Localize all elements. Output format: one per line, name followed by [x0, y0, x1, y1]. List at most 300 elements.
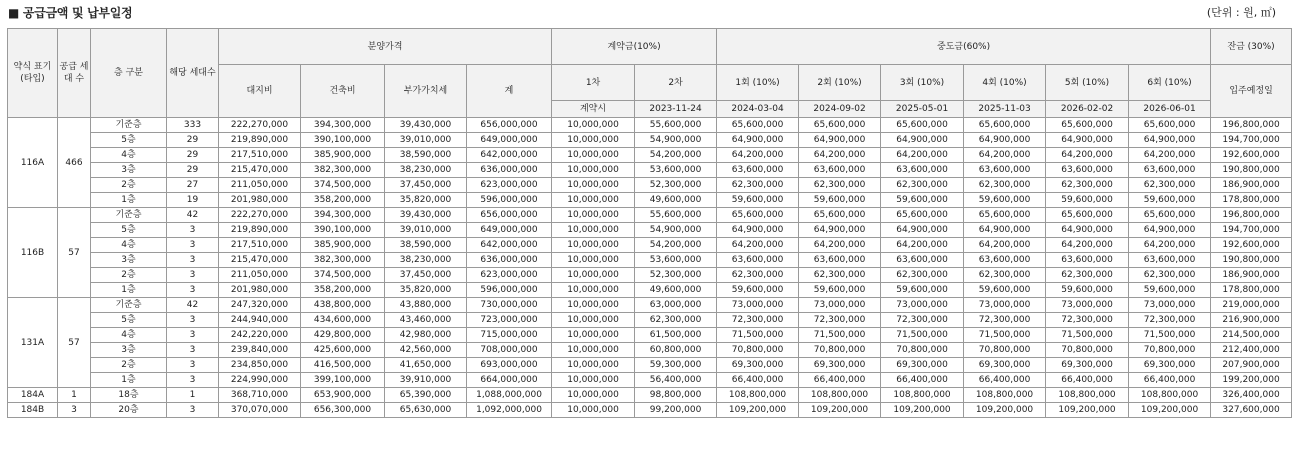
table-cell: 222,270,000	[219, 118, 301, 133]
table-cell: 623,000,000	[467, 268, 552, 283]
header-mid-4: 4회 (10%)	[964, 65, 1046, 101]
table-cell: 72,300,000	[1129, 313, 1211, 328]
table-cell: 10,000,000	[552, 268, 635, 283]
table-cell: 64,900,000	[964, 223, 1046, 238]
type-cell: 116B	[8, 208, 58, 298]
header-mid-5-date: 2026-02-02	[1046, 101, 1129, 118]
table-cell: 10,000,000	[552, 163, 635, 178]
table-cell: 63,600,000	[1129, 163, 1211, 178]
table-cell: 3	[167, 238, 219, 253]
header-dep1-date: 계약시	[552, 101, 635, 118]
table-cell: 596,000,000	[467, 193, 552, 208]
table-cell: 215,470,000	[219, 163, 301, 178]
table-row	[8, 148, 1292, 163]
table-cell: 64,200,000	[1129, 238, 1211, 253]
table-cell: 38,590,000	[385, 148, 467, 163]
table-cell: 3층	[91, 343, 167, 358]
table-row	[8, 208, 1292, 223]
supply-units-cell: 466	[58, 118, 91, 208]
table-row	[8, 178, 1292, 193]
table-cell: 194,700,000	[1211, 223, 1292, 238]
table-row	[8, 133, 1292, 148]
header-mid-4-date: 2025-11-03	[964, 101, 1046, 118]
table-cell: 196,800,000	[1211, 208, 1292, 223]
table-cell: 199,200,000	[1211, 373, 1292, 388]
table-cell: 10,000,000	[552, 253, 635, 268]
table-cell: 109,200,000	[799, 403, 881, 418]
table-row	[8, 358, 1292, 373]
table-cell: 3	[167, 283, 219, 298]
table-cell: 1,092,000,000	[467, 403, 552, 418]
table-cell: 59,600,000	[1046, 193, 1129, 208]
table-cell: 39,910,000	[385, 373, 467, 388]
header-units: 해당 세대수	[167, 29, 219, 118]
table-cell: 64,900,000	[1129, 223, 1211, 238]
table-cell: 54,900,000	[635, 133, 717, 148]
table-cell: 425,600,000	[301, 343, 385, 358]
table-cell: 10,000,000	[552, 208, 635, 223]
table-cell: 3층	[91, 163, 167, 178]
table-cell: 394,300,000	[301, 118, 385, 133]
table-cell: 62,300,000	[1046, 268, 1129, 283]
table-cell: 623,000,000	[467, 178, 552, 193]
table-cell: 64,900,000	[964, 133, 1046, 148]
table-cell: 656,000,000	[467, 208, 552, 223]
table-cell: 59,600,000	[799, 283, 881, 298]
table-row	[8, 193, 1292, 208]
table-cell: 72,300,000	[1046, 313, 1129, 328]
table-cell: 214,500,000	[1211, 328, 1292, 343]
header-middle-payment: 중도금(60%)	[717, 29, 1211, 65]
table-cell: 55,600,000	[635, 208, 717, 223]
supply-units-cell: 57	[58, 298, 91, 388]
header-vat: 부가가치세	[385, 65, 467, 118]
table-cell: 3	[167, 328, 219, 343]
table-cell: 73,000,000	[1129, 298, 1211, 313]
table-cell: 27	[167, 178, 219, 193]
table-cell: 108,800,000	[717, 388, 799, 403]
table-cell: 3	[167, 358, 219, 373]
table-cell: 108,800,000	[799, 388, 881, 403]
table-cell: 73,000,000	[799, 298, 881, 313]
table-cell: 2층	[91, 358, 167, 373]
table-cell: 333	[167, 118, 219, 133]
table-cell: 3	[167, 313, 219, 328]
table-cell: 1	[167, 388, 219, 403]
table-cell: 109,200,000	[1129, 403, 1211, 418]
table-cell: 201,980,000	[219, 193, 301, 208]
table-cell: 53,600,000	[635, 253, 717, 268]
table-cell: 70,800,000	[1129, 343, 1211, 358]
type-cell: 131A	[8, 298, 58, 388]
table-cell: 65,600,000	[1129, 208, 1211, 223]
table-cell: 29	[167, 148, 219, 163]
table-row	[8, 118, 1292, 133]
table-cell: 37,450,000	[385, 178, 467, 193]
table-cell: 38,230,000	[385, 253, 467, 268]
table-row	[8, 403, 1292, 418]
table-cell: 190,800,000	[1211, 163, 1292, 178]
table-cell: 73,000,000	[881, 298, 964, 313]
table-cell: 327,600,000	[1211, 403, 1292, 418]
table-cell: 3층	[91, 253, 167, 268]
table-cell: 5층	[91, 133, 167, 148]
header-deposit: 계약금(10%)	[552, 29, 717, 65]
header-mid-3: 3회 (10%)	[881, 65, 964, 101]
table-cell: 43,460,000	[385, 313, 467, 328]
table-cell: 219,890,000	[219, 223, 301, 238]
table-cell: 59,600,000	[717, 193, 799, 208]
table-row	[8, 343, 1292, 358]
table-cell: 65,600,000	[799, 118, 881, 133]
table-cell: 62,300,000	[799, 268, 881, 283]
table-cell: 59,600,000	[964, 283, 1046, 298]
table-cell: 59,600,000	[717, 283, 799, 298]
table-cell: 656,300,000	[301, 403, 385, 418]
table-cell: 69,300,000	[799, 358, 881, 373]
table-cell: 3	[167, 403, 219, 418]
table-cell: 60,800,000	[635, 343, 717, 358]
table-row	[8, 238, 1292, 253]
table-cell: 656,000,000	[467, 118, 552, 133]
table-cell: 39,010,000	[385, 223, 467, 238]
table-cell: 10,000,000	[552, 133, 635, 148]
table-cell: 69,300,000	[881, 358, 964, 373]
supply-units-cell: 1	[58, 388, 91, 403]
table-cell: 1층	[91, 283, 167, 298]
header-mid-5: 5회 (10%)	[1046, 65, 1129, 101]
header-mid-6-date: 2026-06-01	[1129, 101, 1211, 118]
table-cell: 62,300,000	[799, 178, 881, 193]
table-cell: 73,000,000	[1046, 298, 1129, 313]
header-supply-units: 공급 세대 수	[58, 29, 91, 118]
table-cell: 3	[167, 223, 219, 238]
table-cell: 664,000,000	[467, 373, 552, 388]
table-cell: 10,000,000	[552, 193, 635, 208]
table-cell: 390,100,000	[301, 223, 385, 238]
table-cell: 65,390,000	[385, 388, 467, 403]
table-cell: 374,500,000	[301, 178, 385, 193]
type-cell: 184B	[8, 403, 58, 418]
table-cell: 73,000,000	[717, 298, 799, 313]
table-cell: 62,300,000	[1046, 178, 1129, 193]
type-cell: 116A	[8, 118, 58, 208]
table-cell: 70,800,000	[799, 343, 881, 358]
table-cell: 29	[167, 133, 219, 148]
table-cell: 기준층	[91, 298, 167, 313]
table-cell: 358,200,000	[301, 283, 385, 298]
table-cell: 49,600,000	[635, 193, 717, 208]
table-cell: 기준층	[91, 118, 167, 133]
table-cell: 192,600,000	[1211, 238, 1292, 253]
table-cell: 636,000,000	[467, 163, 552, 178]
table-cell: 38,590,000	[385, 238, 467, 253]
table-cell: 178,800,000	[1211, 193, 1292, 208]
table-cell: 5층	[91, 223, 167, 238]
table-cell: 35,820,000	[385, 193, 467, 208]
table-cell: 434,600,000	[301, 313, 385, 328]
header-mid-3-date: 2025-05-01	[881, 101, 964, 118]
table-cell: 65,600,000	[717, 208, 799, 223]
table-cell: 72,300,000	[881, 313, 964, 328]
table-cell: 42	[167, 208, 219, 223]
table-cell: 35,820,000	[385, 283, 467, 298]
table-cell: 64,200,000	[1129, 148, 1211, 163]
table-cell: 59,600,000	[964, 193, 1046, 208]
table-cell: 99,200,000	[635, 403, 717, 418]
table-cell: 49,600,000	[635, 283, 717, 298]
table-cell: 64,900,000	[1046, 223, 1129, 238]
header-dep2: 2차	[635, 65, 717, 101]
table-cell: 62,300,000	[717, 268, 799, 283]
table-cell: 207,900,000	[1211, 358, 1292, 373]
table-cell: 39,010,000	[385, 133, 467, 148]
page-title: ■ 공급금액 및 납부일정	[8, 6, 133, 20]
table-cell: 70,800,000	[717, 343, 799, 358]
table-cell: 2층	[91, 268, 167, 283]
table-cell: 3	[167, 343, 219, 358]
table-cell: 39,430,000	[385, 208, 467, 223]
table-cell: 63,600,000	[964, 163, 1046, 178]
table-cell: 56,400,000	[635, 373, 717, 388]
table-cell: 234,850,000	[219, 358, 301, 373]
table-cell: 65,600,000	[964, 208, 1046, 223]
table-cell: 596,000,000	[467, 283, 552, 298]
table-cell: 642,000,000	[467, 238, 552, 253]
table-cell: 64,200,000	[1046, 238, 1129, 253]
table-cell: 385,900,000	[301, 148, 385, 163]
table-cell: 기준층	[91, 208, 167, 223]
header-balance-date: 입주예정일	[1211, 65, 1292, 118]
table-cell: 1층	[91, 193, 167, 208]
table-cell: 374,500,000	[301, 268, 385, 283]
table-cell: 63,600,000	[799, 253, 881, 268]
table-cell: 71,500,000	[1129, 328, 1211, 343]
table-cell: 2층	[91, 178, 167, 193]
table-cell: 62,300,000	[635, 313, 717, 328]
table-cell: 59,600,000	[1129, 283, 1211, 298]
table-cell: 10,000,000	[552, 373, 635, 388]
table-cell: 54,200,000	[635, 148, 717, 163]
table-cell: 109,200,000	[964, 403, 1046, 418]
header-building: 건축비	[301, 65, 385, 118]
table-cell: 59,600,000	[881, 193, 964, 208]
table-cell: 649,000,000	[467, 223, 552, 238]
table-cell: 62,300,000	[717, 178, 799, 193]
table-cell: 216,900,000	[1211, 313, 1292, 328]
table-cell: 66,400,000	[964, 373, 1046, 388]
table-cell: 109,200,000	[881, 403, 964, 418]
table-cell: 723,000,000	[467, 313, 552, 328]
table-cell: 212,400,000	[1211, 343, 1292, 358]
table-cell: 66,400,000	[1129, 373, 1211, 388]
table-cell: 66,400,000	[799, 373, 881, 388]
table-row	[8, 163, 1292, 178]
table-cell: 64,200,000	[964, 148, 1046, 163]
table-cell: 247,320,000	[219, 298, 301, 313]
table-cell: 215,470,000	[219, 253, 301, 268]
header-dep2-date: 2023-11-24	[635, 101, 717, 118]
table-cell: 37,450,000	[385, 268, 467, 283]
table-cell: 41,650,000	[385, 358, 467, 373]
table-cell: 10,000,000	[552, 238, 635, 253]
table-cell: 64,200,000	[717, 148, 799, 163]
table-cell: 64,900,000	[881, 133, 964, 148]
table-cell: 64,900,000	[799, 223, 881, 238]
table-cell: 10,000,000	[552, 223, 635, 238]
table-cell: 242,220,000	[219, 328, 301, 343]
table-row	[8, 283, 1292, 298]
table-cell: 42,980,000	[385, 328, 467, 343]
table-cell: 429,800,000	[301, 328, 385, 343]
table-row	[8, 268, 1292, 283]
table-cell: 59,600,000	[1046, 283, 1129, 298]
table-cell: 71,500,000	[964, 328, 1046, 343]
table-row	[8, 223, 1292, 238]
table-cell: 244,940,000	[219, 313, 301, 328]
table-cell: 65,600,000	[799, 208, 881, 223]
table-row	[8, 298, 1292, 313]
table-cell: 42,560,000	[385, 343, 467, 358]
table-cell: 65,630,000	[385, 403, 467, 418]
table-cell: 10,000,000	[552, 298, 635, 313]
table-cell: 18층	[91, 388, 167, 403]
table-cell: 64,900,000	[717, 223, 799, 238]
table-cell: 10,000,000	[552, 358, 635, 373]
table-cell: 63,600,000	[717, 163, 799, 178]
table-cell: 108,800,000	[1129, 388, 1211, 403]
table-cell: 63,600,000	[799, 163, 881, 178]
table-cell: 62,300,000	[964, 178, 1046, 193]
table-cell: 63,600,000	[964, 253, 1046, 268]
header-land: 대지비	[219, 65, 301, 118]
table-cell: 4층	[91, 328, 167, 343]
supply-units-cell: 57	[58, 208, 91, 298]
table-cell: 72,300,000	[964, 313, 1046, 328]
table-cell: 63,600,000	[717, 253, 799, 268]
table-cell: 217,510,000	[219, 238, 301, 253]
supply-units-cell: 3	[58, 403, 91, 418]
table-cell: 194,700,000	[1211, 133, 1292, 148]
table-cell: 3	[167, 268, 219, 283]
header-dep1: 1차	[552, 65, 635, 101]
table-cell: 64,200,000	[881, 148, 964, 163]
table-cell: 65,600,000	[1046, 208, 1129, 223]
table-cell: 69,300,000	[717, 358, 799, 373]
table-cell: 201,980,000	[219, 283, 301, 298]
table-body	[8, 118, 1292, 418]
table-row	[8, 388, 1292, 403]
table-cell: 64,900,000	[717, 133, 799, 148]
table-cell: 69,300,000	[964, 358, 1046, 373]
table-cell: 62,300,000	[1129, 178, 1211, 193]
table-cell: 53,600,000	[635, 163, 717, 178]
table-cell: 63,600,000	[1129, 253, 1211, 268]
table-cell: 636,000,000	[467, 253, 552, 268]
table-cell: 370,070,000	[219, 403, 301, 418]
table-cell: 62,300,000	[1129, 268, 1211, 283]
table-cell: 224,990,000	[219, 373, 301, 388]
table-cell: 382,300,000	[301, 163, 385, 178]
table-cell: 217,510,000	[219, 148, 301, 163]
table-cell: 385,900,000	[301, 238, 385, 253]
table-cell: 10,000,000	[552, 283, 635, 298]
table-cell: 219,000,000	[1211, 298, 1292, 313]
table-cell: 66,400,000	[881, 373, 964, 388]
table-cell: 3	[167, 253, 219, 268]
table-cell: 72,300,000	[799, 313, 881, 328]
table-cell: 63,600,000	[881, 253, 964, 268]
table-cell: 29	[167, 163, 219, 178]
table-cell: 70,800,000	[1046, 343, 1129, 358]
table-cell: 63,600,000	[1046, 253, 1129, 268]
table-cell: 55,600,000	[635, 118, 717, 133]
table-cell: 399,100,000	[301, 373, 385, 388]
table-cell: 59,600,000	[1129, 193, 1211, 208]
header-total: 계	[467, 65, 552, 118]
table-cell: 20층	[91, 403, 167, 418]
table-cell: 108,800,000	[964, 388, 1046, 403]
table-cell: 438,800,000	[301, 298, 385, 313]
table-cell: 109,200,000	[717, 403, 799, 418]
table-cell: 63,600,000	[1046, 163, 1129, 178]
header-mid-2-date: 2024-09-02	[799, 101, 881, 118]
table-cell: 63,000,000	[635, 298, 717, 313]
table-cell: 43,880,000	[385, 298, 467, 313]
table-cell: 178,800,000	[1211, 283, 1292, 298]
table-cell: 10,000,000	[552, 388, 635, 403]
table-cell: 70,800,000	[964, 343, 1046, 358]
table-cell: 64,900,000	[1129, 133, 1211, 148]
table-cell: 10,000,000	[552, 313, 635, 328]
table-cell: 4층	[91, 148, 167, 163]
table-cell: 19	[167, 193, 219, 208]
table-cell: 63,600,000	[881, 163, 964, 178]
table-cell: 39,430,000	[385, 118, 467, 133]
table-cell: 62,300,000	[881, 178, 964, 193]
table-cell: 71,500,000	[717, 328, 799, 343]
table-cell: 5층	[91, 313, 167, 328]
table-cell: 1층	[91, 373, 167, 388]
table-cell: 190,800,000	[1211, 253, 1292, 268]
table-cell: 219,890,000	[219, 133, 301, 148]
table-cell: 59,600,000	[881, 283, 964, 298]
table-cell: 653,900,000	[301, 388, 385, 403]
table-cell: 64,200,000	[799, 148, 881, 163]
table-cell: 54,900,000	[635, 223, 717, 238]
table-cell: 715,000,000	[467, 328, 552, 343]
header-type: 약식 표기 (타입)	[8, 29, 58, 118]
table-cell: 108,800,000	[881, 388, 964, 403]
header-sale-price: 분양가격	[219, 29, 552, 65]
table-cell: 416,500,000	[301, 358, 385, 373]
table-cell: 71,500,000	[881, 328, 964, 343]
table-cell: 64,200,000	[717, 238, 799, 253]
table-cell: 693,000,000	[467, 358, 552, 373]
header-floor: 층 구분	[91, 29, 167, 118]
table-cell: 642,000,000	[467, 148, 552, 163]
table-cell: 649,000,000	[467, 133, 552, 148]
table-cell: 64,900,000	[799, 133, 881, 148]
table-cell: 42	[167, 298, 219, 313]
table-cell: 1,088,000,000	[467, 388, 552, 403]
table-cell: 64,200,000	[881, 238, 964, 253]
table-cell: 186,900,000	[1211, 178, 1292, 193]
table-cell: 10,000,000	[552, 148, 635, 163]
table-cell: 382,300,000	[301, 253, 385, 268]
table-cell: 62,300,000	[881, 268, 964, 283]
table-cell: 59,600,000	[799, 193, 881, 208]
